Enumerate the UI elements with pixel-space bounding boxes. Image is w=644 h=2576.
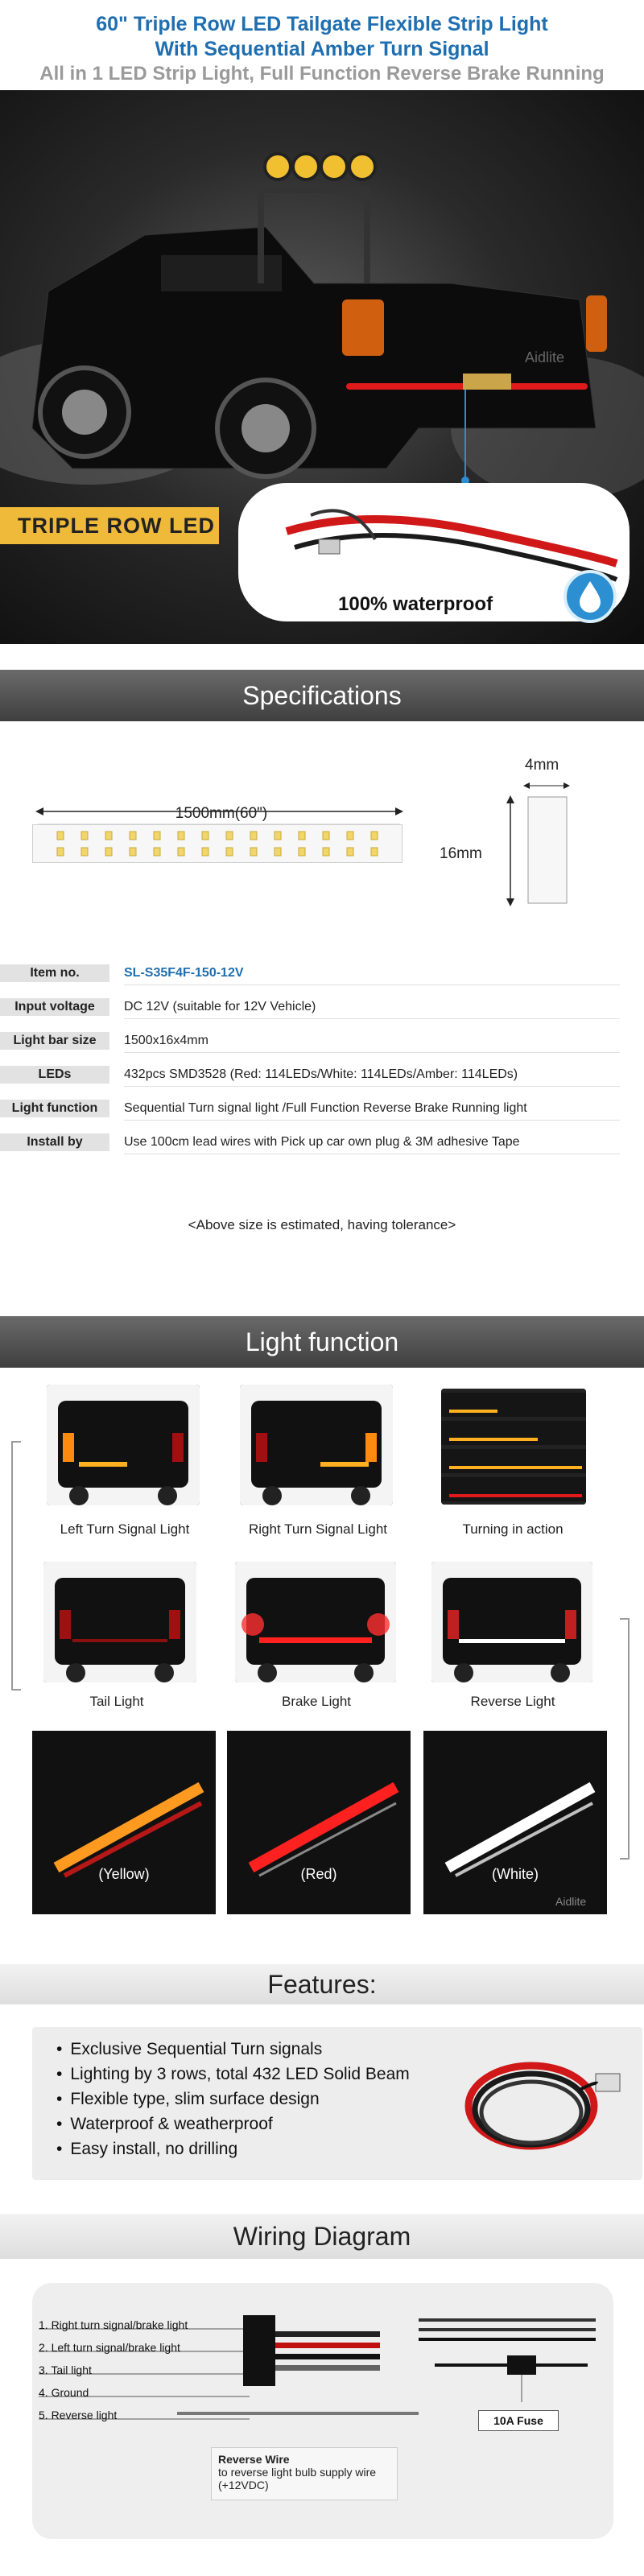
spec-value: Use 100cm lead wires with Pick up car own plug & 3M adhesive Tape [124,1135,520,1149]
page-title: 60" Triple Row LED Tailgate Flexible Strip Light [96,13,548,35]
wire-label: 1. Right turn signal/brake light [39,2318,188,2331]
light-function-heading: Light function [0,1316,644,1368]
spec-label: Install by [0,1133,109,1151]
spec-label: Item no. [0,964,109,982]
wire-label: 4. Ground [39,2386,89,2399]
caption-brake-light: Brake Light [282,1694,351,1709]
wire-label: 3. Tail light [39,2363,92,2376]
spec-label: Light function [0,1100,109,1117]
triple-row-badge: TRIPLE ROW LED [0,507,219,544]
yellow-photo [32,1731,216,1914]
page-subtitle: With Sequential Amber Turn Signal [155,38,489,60]
strip-profile-diagram [499,778,580,906]
width-dimension: 4mm [525,757,559,774]
spec-label: Input voltage [0,998,109,1016]
brake-light-image [235,1562,396,1682]
wiring-heading: Wiring Diagram [0,2214,644,2259]
spec-label: Light bar size [0,1032,109,1050]
strip-drawing [32,824,402,863]
spec-value: 1500x16x4mm [124,1034,208,1047]
feature-item: • Flexible type, slim surface design [56,2090,320,2109]
spec-row [0,1096,644,1121]
spec-row [0,995,644,1019]
bracket-left [11,1441,21,1690]
right-turn-image [240,1385,393,1505]
fuse-label: 10A Fuse [493,2414,543,2427]
spec-row [0,961,644,985]
reverse-wire-title: Reverse Wire [218,2453,290,2466]
spec-row [0,1063,644,1087]
tolerance-note: <Above size is estimated, having tolerance> [188,1217,456,1232]
feature-item: • Easy install, no drilling [56,2140,237,2159]
feature-item: • Waterproof & weatherproof [56,2115,273,2134]
spec-value: Sequential Turn signal light /Full Function Reverse Brake Running light [124,1101,527,1115]
caption-tail-light: Tail Light [89,1694,144,1709]
fuse-box [478,2410,559,2431]
spec-row [0,1130,644,1154]
spec-value: 432pcs SMD3528 (Red: 114LEDs/White: 114LEDs/Amber: 114LEDs) [124,1067,518,1081]
wire-label: 5. Reverse light [39,2409,118,2421]
left-turn-image [47,1385,200,1505]
reverse-light-image [431,1562,592,1682]
caption-red: (Red) [300,1866,337,1882]
specifications-heading: Specifications [0,670,644,721]
spec-label: LEDs [0,1066,109,1084]
caption-white: (White) [492,1866,539,1882]
water-drop-icon [564,570,617,623]
wire-label: 2. Left turn signal/brake light [39,2341,180,2354]
page-tagline: All in 1 LED Strip Light, Full Function Reverse Brake Running [39,63,605,85]
tail-light-image [43,1562,196,1682]
spec-value: SL-S35F4F-150-12V [124,966,244,980]
reverse-wire-note [211,2447,398,2500]
coiled-strip-image [459,2041,636,2162]
spec-value: DC 12V (suitable for 12V Vehicle) [124,1000,316,1013]
feature-item: • Exclusive Sequential Turn signals [56,2040,322,2059]
caption-turning: Turning in action [462,1521,564,1537]
white-photo [423,1731,607,1914]
waterproof-label: 100% waterproof [338,593,493,615]
caption-yellow: (Yellow) [98,1866,150,1882]
caption-left-turn: Left Turn Signal Light [60,1521,190,1537]
spec-row [0,1029,644,1053]
caption-right-turn: Right Turn Signal Light [249,1521,387,1537]
red-photo [227,1731,411,1914]
turning-in-action-image [441,1389,586,1505]
caption-reverse-light: Reverse Light [470,1694,555,1709]
photo-watermark: Aidlite [555,1895,587,1908]
reverse-wire-desc: to reverse light bulb supply wire (+12VDC) [218,2466,377,2491]
features-heading: Features: [0,1964,644,2004]
feature-item: • Lighting by 3 rows, total 432 LED Solid Beam [56,2065,410,2084]
watermark: Aidlite [525,349,565,365]
bracket-right [620,1618,630,1860]
height-dimension: 16mm [440,845,482,862]
length-dimension: 1500mm(60") [175,805,268,822]
